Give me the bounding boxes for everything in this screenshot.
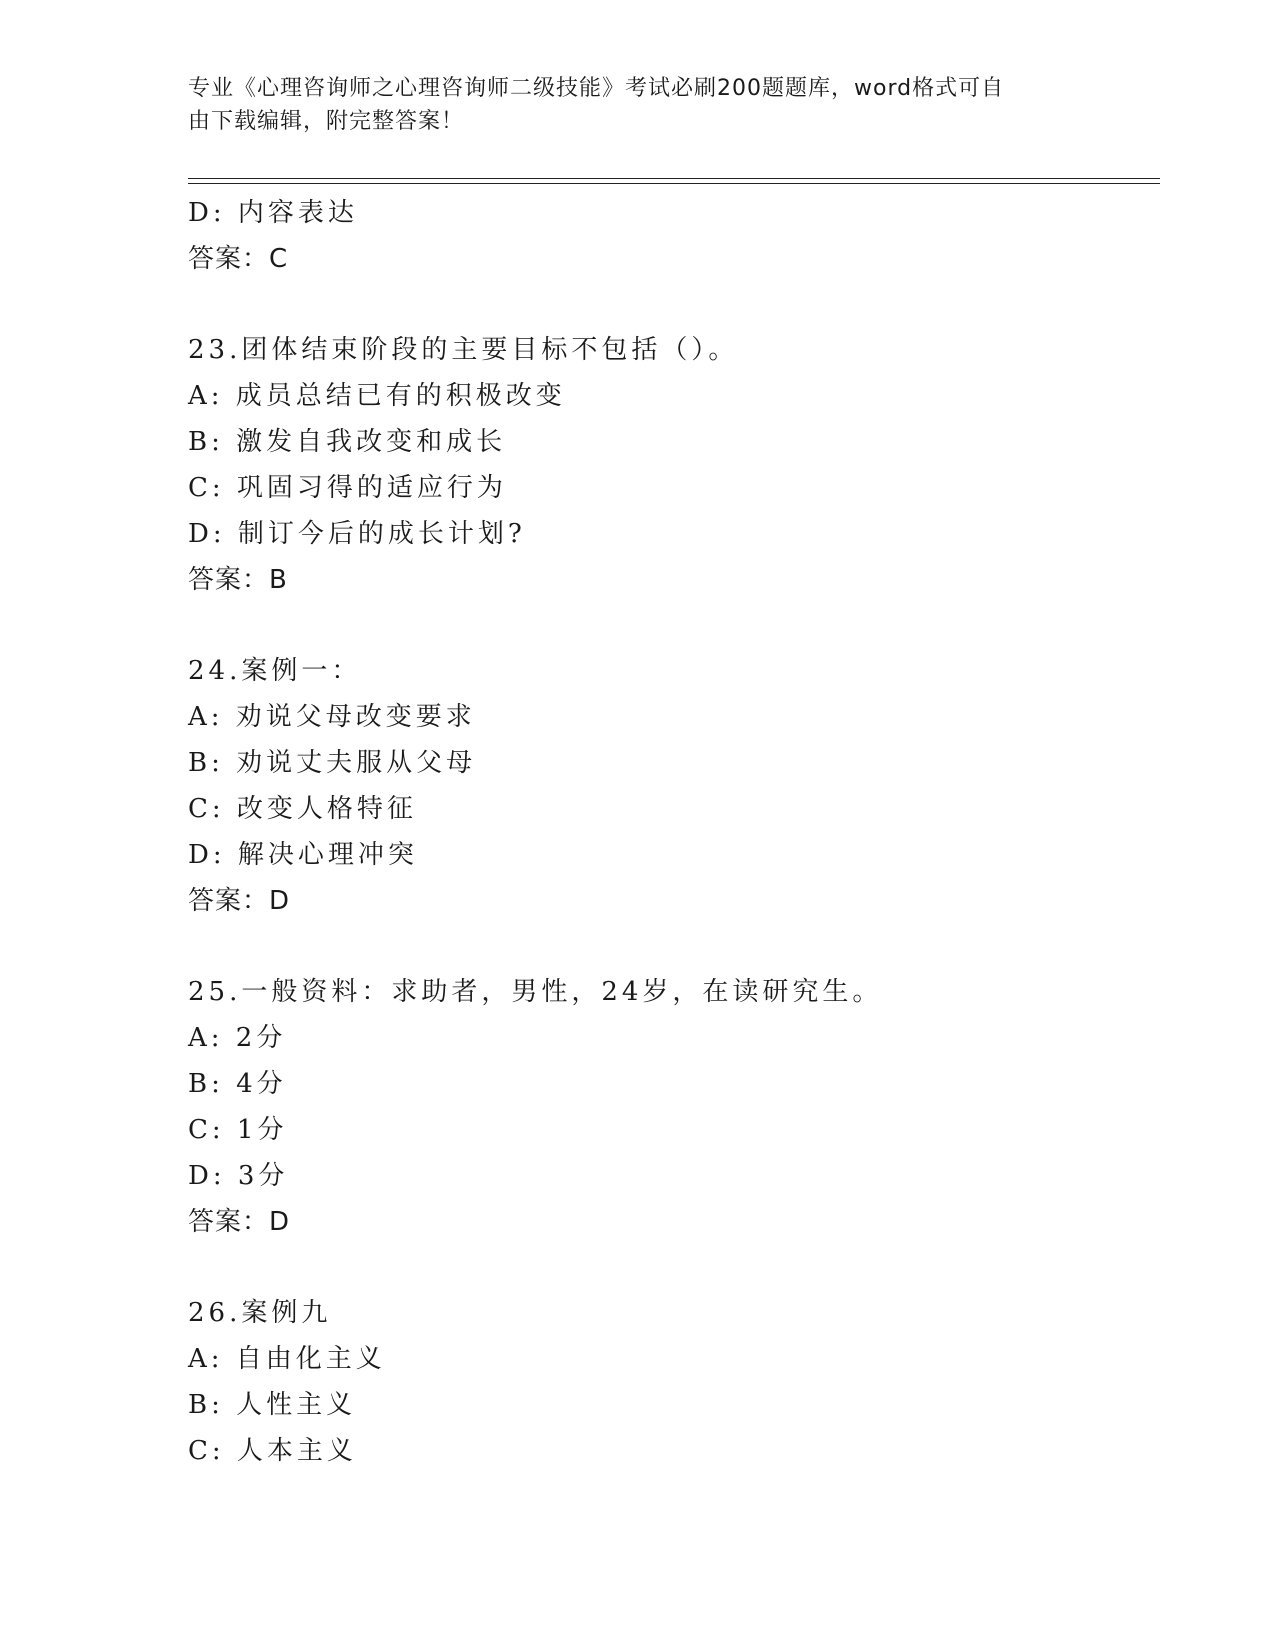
answer-line: 答案：B bbox=[188, 565, 288, 595]
option-b: B: 劝说丈夫服从父母 bbox=[188, 748, 477, 778]
question-25 bbox=[188, 969, 1148, 1245]
question-stem: 23.团体结束阶段的主要目标不包括（）。 bbox=[188, 335, 739, 365]
option-a: A: 自由化主义 bbox=[188, 1344, 386, 1374]
option-d: D: 内容表达 bbox=[188, 198, 358, 228]
option-a: A: 2分 bbox=[188, 1023, 287, 1053]
option-a: A: 劝说父母改变要求 bbox=[188, 702, 476, 732]
option-c: C: 1分 bbox=[188, 1115, 288, 1145]
answer-line: 答案：D bbox=[188, 1207, 291, 1237]
option-c: C: 人本主义 bbox=[188, 1436, 357, 1466]
header-rule-top bbox=[188, 178, 1160, 179]
option-d: D: 3分 bbox=[188, 1161, 289, 1191]
question-24 bbox=[188, 648, 1148, 924]
option-d: D: 解决心理冲突 bbox=[188, 840, 418, 870]
option-c: C: 巩固习得的适应行为 bbox=[188, 473, 507, 503]
option-b: B: 人性主义 bbox=[188, 1390, 357, 1420]
option-c: C: 改变人格特征 bbox=[188, 794, 417, 824]
question-stem: 24.案例一： bbox=[188, 656, 362, 686]
header-rule-bottom bbox=[188, 183, 1160, 184]
question-stem: 25.一般资料：求助者，男性，24岁，在读研究生。 bbox=[188, 977, 883, 1007]
question-23 bbox=[188, 327, 1148, 603]
option-b: B: 4分 bbox=[188, 1069, 287, 1099]
document-header bbox=[188, 72, 1088, 138]
question-stem: 26.案例九 bbox=[188, 1298, 332, 1328]
header-line-2: 由下载编辑，附完整答案！ bbox=[188, 109, 465, 134]
header-line-1: 专业《心理咨询师之心理咨询师二级技能》考试必刷200题题库，word格式可自 bbox=[188, 76, 1005, 101]
option-b: B: 激发自我改变和成长 bbox=[188, 427, 507, 457]
option-a: A: 成员总结已有的积极改变 bbox=[188, 381, 566, 411]
option-d: D: 制订今后的成长计划? bbox=[188, 519, 526, 549]
answer-line: 答案：D bbox=[188, 886, 291, 916]
question-26 bbox=[188, 1290, 1148, 1474]
question-list bbox=[188, 190, 1148, 1474]
answer-line: 答案：C bbox=[188, 244, 289, 274]
